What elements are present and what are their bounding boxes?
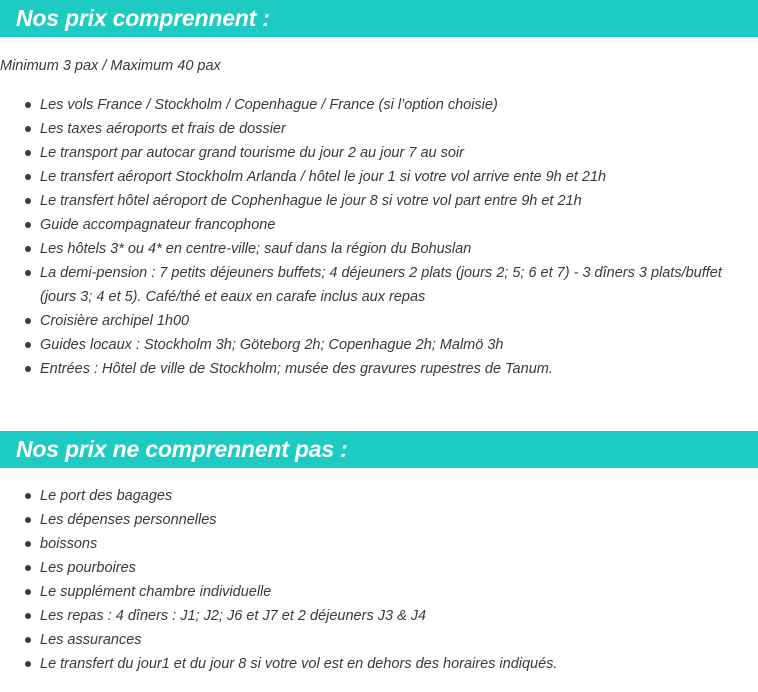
list-item-text: Guide accompagnateur francophone	[40, 217, 276, 233]
list-item	[0, 556, 758, 580]
list-item	[0, 189, 758, 213]
list-item-text: Entrées : Hôtel de ville de Stockholm; musée des gravures rupestres de Tanum.	[40, 361, 553, 377]
included-section-heading: Nos prix comprennent :	[0, 0, 758, 37]
list-item	[0, 165, 758, 189]
bullet-icon	[25, 174, 31, 180]
bullet-icon	[25, 150, 31, 156]
bullet-icon	[25, 198, 31, 204]
bullet-icon	[25, 318, 31, 324]
bullet-icon	[25, 589, 31, 595]
list-item	[0, 357, 758, 381]
bullet-icon	[25, 246, 31, 252]
list-item	[0, 628, 758, 652]
bullet-icon	[25, 493, 31, 499]
list-item-text: Les assurances	[40, 632, 142, 648]
list-item-text: Les repas : 4 dîners : J1; J2; J6 et J7 et 2 déjeuners J3 & J4	[40, 608, 427, 624]
list-item-text: Le transport par autocar grand tourisme du jour 2 au jour 7 au soir	[40, 145, 464, 161]
list-item	[0, 141, 758, 165]
bullet-icon	[25, 661, 31, 667]
included-list	[0, 93, 758, 381]
bullet-icon	[25, 637, 31, 643]
list-item-text: Guides locaux : Stockholm 3h; Göteborg 2h; Copenhague 2h; Malmö 3h	[40, 337, 504, 353]
bullet-icon	[25, 541, 31, 547]
list-item-text: Les dépenses personnelles	[40, 512, 217, 528]
list-item-text: Le transfert hôtel aéroport de Cophenhague le jour 8 si votre vol part entre 9h et 21h	[40, 193, 582, 209]
bullet-icon	[25, 613, 31, 619]
list-item-text: Le transfert aéroport Stockholm Arlanda / hôtel le jour 1 si votre vol arrive ente 9h et 21h	[40, 169, 607, 185]
list-item	[0, 261, 758, 309]
list-item	[0, 580, 758, 604]
list-item	[0, 309, 758, 333]
list-item	[0, 484, 758, 508]
bullet-icon	[25, 517, 31, 523]
list-item	[0, 213, 758, 237]
list-item-text: Les vols France / Stockholm / Copenhague / France (si l’option choisie)	[40, 97, 498, 113]
excluded-section-heading: Nos prix ne comprennent pas :	[0, 431, 758, 468]
list-item	[0, 532, 758, 556]
list-item-text: Le port des bagages	[40, 488, 173, 504]
list-item	[0, 117, 758, 141]
list-item-text: boissons	[40, 536, 98, 552]
pax-range-text: Minimum 3 pax / Maximum 40 pax	[0, 58, 221, 74]
list-item-text: Les taxes aéroports et frais de dossier	[40, 121, 286, 137]
bullet-icon	[25, 126, 31, 132]
list-item	[0, 93, 758, 117]
excluded-list	[0, 484, 758, 676]
list-item	[0, 652, 758, 676]
bullet-icon	[25, 102, 31, 108]
bullet-icon	[25, 565, 31, 571]
bullet-icon	[25, 342, 31, 348]
list-item-text: Le supplément chambre individuelle	[40, 584, 272, 600]
bullet-icon	[25, 366, 31, 372]
bullet-icon	[25, 222, 31, 228]
list-item	[0, 508, 758, 532]
list-item-text: La demi-pension : 7 petits déjeuners buffets; 4 déjeuners 2 plats (jours 2; 5; 6 et 7) - 3 dîners 3 plats/buffet (jours 3; 4 et 5). Café/thé et eaux en carafe inclus aux repas	[40, 265, 722, 305]
list-item-text: Les pourboires	[40, 560, 136, 576]
list-item	[0, 237, 758, 261]
list-item	[0, 333, 758, 357]
list-item-text: Le transfert du jour1 et du jour 8 si votre vol est en dehors des horaires indiqués.	[40, 656, 558, 672]
bullet-icon	[25, 270, 31, 276]
list-item-text: Croisière archipel 1h00	[40, 313, 190, 329]
list-item-text: Les hôtels 3* ou 4* en centre-ville; sauf dans la région du Bohuslan	[40, 241, 472, 257]
list-item	[0, 604, 758, 628]
